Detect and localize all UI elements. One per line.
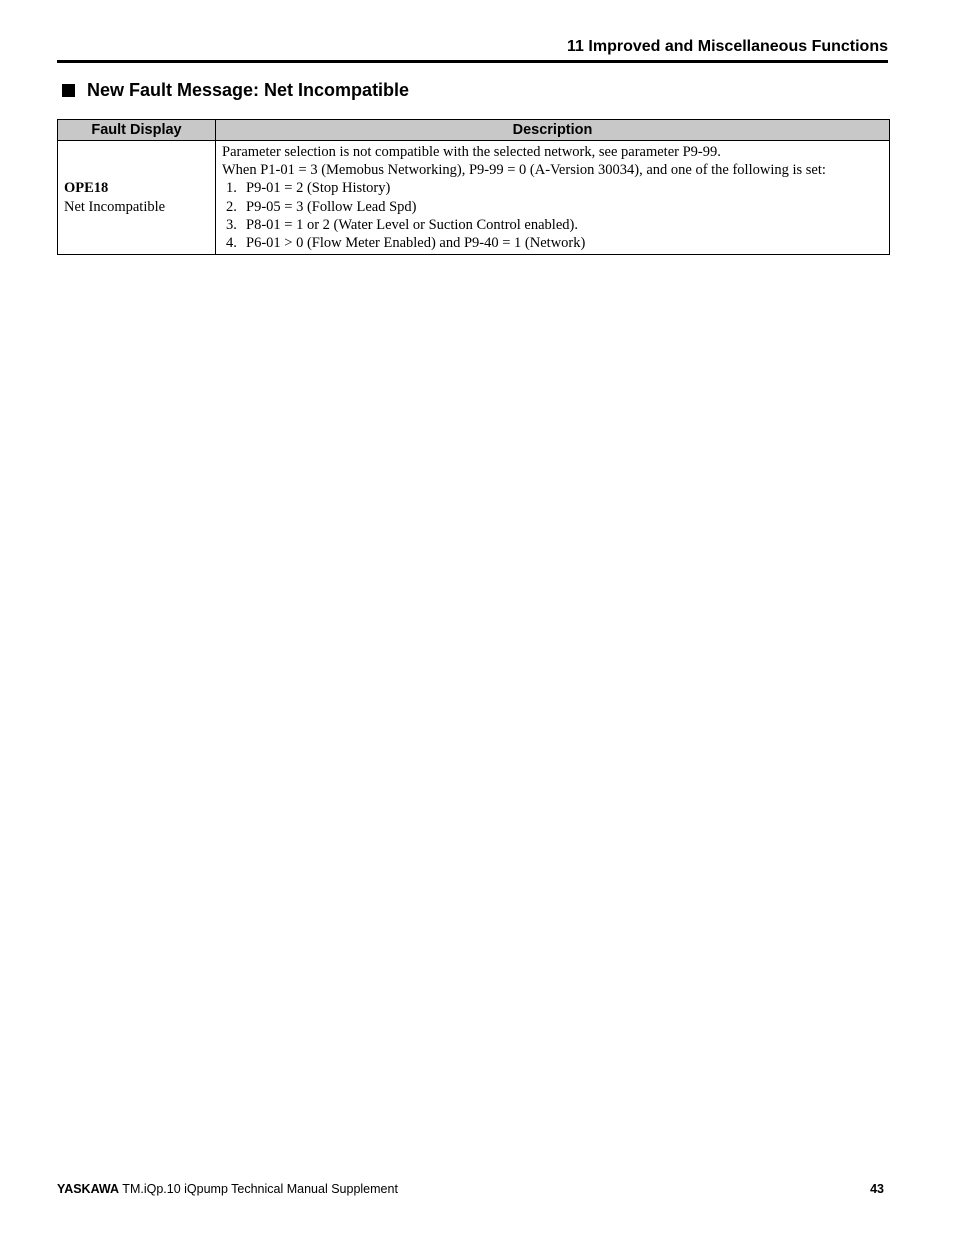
running-header: 11 Improved and Miscellaneous Functions <box>567 38 888 55</box>
fault-table <box>57 119 890 255</box>
list-item-number: 1. <box>226 180 237 197</box>
description-line: When P1-01 = 3 (Memobus Networking), P9-99 = 0 (A-Version 30034), and one of the following is set: <box>222 162 826 179</box>
section-heading <box>62 79 409 101</box>
list-item-text: P9-01 = 2 (Stop History) <box>246 180 391 197</box>
description-cell <box>216 141 890 255</box>
table-row <box>58 141 890 255</box>
list-item <box>222 179 883 197</box>
section-heading-text: New Fault Message: Net Incompatible <box>87 80 410 100</box>
list-item <box>222 234 883 252</box>
table-header-row <box>58 120 890 141</box>
list-item-text: P8-01 = 1 or 2 (Water Level or Suction Control enabled). <box>246 216 578 233</box>
header-rule <box>57 60 888 63</box>
page-footer <box>57 1181 884 1197</box>
list-item-number: 3. <box>226 216 237 233</box>
list-item-text: P9-05 = 3 (Follow Lead Spd) <box>246 198 417 215</box>
footer-doc-title: TM.iQp.10 iQpump Technical Manual Supplement <box>119 1182 398 1196</box>
column-header-fault-display: Fault Display <box>58 120 216 141</box>
list-item-text: P6-01 > 0 (Flow Meter Enabled) and P9-40 = 1 (Network) <box>246 235 586 252</box>
conditions-list <box>222 179 883 252</box>
list-item <box>222 198 883 216</box>
page-number: 43 <box>870 1182 884 1196</box>
column-header-description: Description <box>216 120 890 141</box>
footer-doc-info <box>57 1181 398 1197</box>
fault-display-cell <box>58 141 216 255</box>
fault-code: OPE18 <box>64 180 109 197</box>
list-item-number: 2. <box>226 198 237 215</box>
footer-brand: YASKAWA <box>57 1182 120 1196</box>
square-bullet-icon <box>62 84 75 97</box>
list-item <box>222 216 883 234</box>
description-line: Parameter selection is not compatible with the selected network, see parameter P9-99. <box>222 144 721 160</box>
fault-name: Net Incompatible <box>64 198 166 215</box>
list-item-number: 4. <box>226 235 237 252</box>
